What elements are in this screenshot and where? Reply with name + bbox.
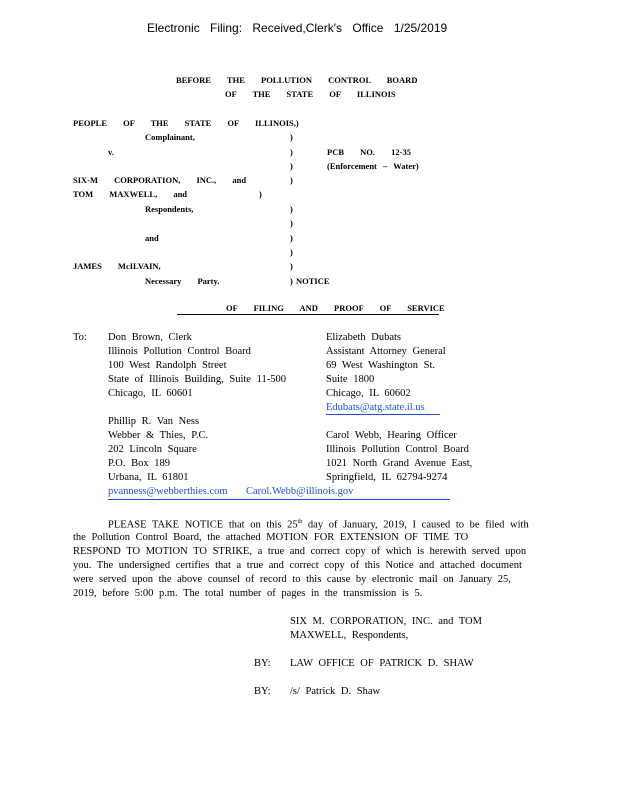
ordinal-suffix: th	[297, 519, 303, 525]
caption-paren: )	[290, 247, 293, 257]
service-right-line: 1021 North Grand Avenue East,	[326, 458, 473, 469]
caption-sixm: SIX-M CORPORATION, INC., and	[73, 175, 247, 185]
caption-paren: )	[290, 218, 293, 228]
caption-notice: ) NOTICE	[290, 276, 330, 286]
service-right-line: 69 West Washington St.	[326, 360, 436, 371]
caption-paren: )	[290, 147, 293, 157]
email-underline	[108, 499, 450, 500]
service-left-line: Webber & Thies, P.C.	[108, 430, 209, 441]
notice-paragraph-text: day of January, 2019, I caused to be filed with	[302, 519, 529, 531]
service-left-line: 100 West Randolph Street	[108, 360, 227, 371]
notice-paragraph-line: 2019, before 5:00 p.m. The total number of pages in the transmission is 5.	[73, 588, 423, 599]
caption-paren: )	[259, 189, 262, 199]
notice-title-underline	[177, 314, 439, 315]
caption-paren: )	[290, 261, 293, 271]
caption-paren: )	[290, 204, 293, 214]
service-right-line: Elizabeth Dubats	[326, 332, 402, 343]
service-right-line: Assistant Attorney General	[326, 346, 446, 357]
signature-party: MAXWELL, Respondents,	[290, 630, 409, 641]
notice-title: OF FILING AND PROOF OF SERVICE	[226, 303, 445, 313]
caption-james-mcilvain: JAMES McILVAIN,	[73, 261, 161, 271]
caption-paren: )	[290, 175, 293, 185]
service-left-line: Phillip R. Van Ness	[108, 416, 200, 427]
signature-by-label: BY:	[254, 686, 271, 697]
notice-paragraph-line: you. The undersigned certifies that a true and correct copy of this Notice and attached document	[73, 560, 522, 571]
signature-by-label: BY:	[254, 658, 271, 669]
email-link-vanness[interactable]: pvanness@webberthies.com	[108, 486, 228, 497]
caption-necessary-party: Necessary Party.	[145, 276, 220, 286]
notice-paragraph-line: RESPOND TO MOTION TO STRIKE, a true and correct copy of which is herewith served upon	[73, 546, 527, 557]
caption-state-title: OF THE STATE OF ILLINOIS	[225, 89, 396, 99]
caption-complainant: Complainant,	[145, 132, 195, 142]
signature-attorney: /s/ Patrick D. Shaw	[290, 686, 381, 697]
email-underline	[326, 414, 440, 415]
caption-paren: )	[290, 233, 293, 243]
service-right-line: Springfield, IL 62794-9274	[326, 472, 448, 483]
to-label: To:	[73, 332, 87, 343]
service-left-line: 202 Lincoln Square	[108, 444, 197, 455]
caption-tom-maxwell: TOM MAXWELL, and	[73, 189, 188, 199]
caption-paren: )	[290, 132, 293, 142]
notice-paragraph-text: PLEASE TAKE NOTICE that on this 25	[108, 519, 298, 531]
email-link-webb[interactable]: Carol.Webb@illinois.gov	[246, 486, 354, 497]
service-right-line: Illinois Pollution Control Board	[326, 444, 469, 455]
service-right-line: Carol Webb, Hearing Officer	[326, 430, 457, 441]
notice-paragraph-line: the Pollution Control Board, the attached MOTION FOR EXTENSION OF TIME TO	[73, 532, 469, 543]
service-left-line: State of Illinois Building, Suite 11-500	[108, 374, 286, 385]
service-left-line: Chicago, IL 60601	[108, 388, 193, 399]
email-link-dubats[interactable]: Edubats@atg.state.il.us	[326, 402, 425, 413]
service-left-line: P.O. Box 189	[108, 458, 171, 469]
caption-board-title: BEFORE THE POLLUTION CONTROL BOARD	[176, 75, 418, 85]
caption-enforcement: (Enforcement – Water)	[327, 161, 419, 171]
caption-people: PEOPLE OF THE STATE OF ILLINOIS,)	[73, 118, 299, 128]
service-left-line: Don Brown, Clerk	[108, 332, 192, 343]
service-right-line: Chicago, IL 60602	[326, 388, 411, 399]
caption-respondents: Respondents,	[145, 204, 194, 214]
service-right-line: Suite 1800	[326, 374, 375, 385]
caption-v: v.	[108, 147, 114, 157]
service-left-line: Illinois Pollution Control Board	[108, 346, 251, 357]
signature-law-office: LAW OFFICE OF PATRICK D. SHAW	[290, 658, 474, 669]
efiling-header: Electronic Filing: Received,Clerk's Office 1/25/2019	[147, 21, 448, 35]
service-left-line: Urbana, IL 61801	[108, 472, 189, 483]
caption-pcb-number: PCB NO. 12-35	[327, 147, 411, 157]
signature-party: SIX M. CORPORATION, INC. and TOM	[290, 616, 482, 627]
caption-paren: )	[290, 161, 293, 171]
notice-paragraph-line: were served upon the above counsel of record to this cause by electronic mail on January 25,	[73, 574, 511, 585]
caption-and: and	[145, 233, 159, 243]
